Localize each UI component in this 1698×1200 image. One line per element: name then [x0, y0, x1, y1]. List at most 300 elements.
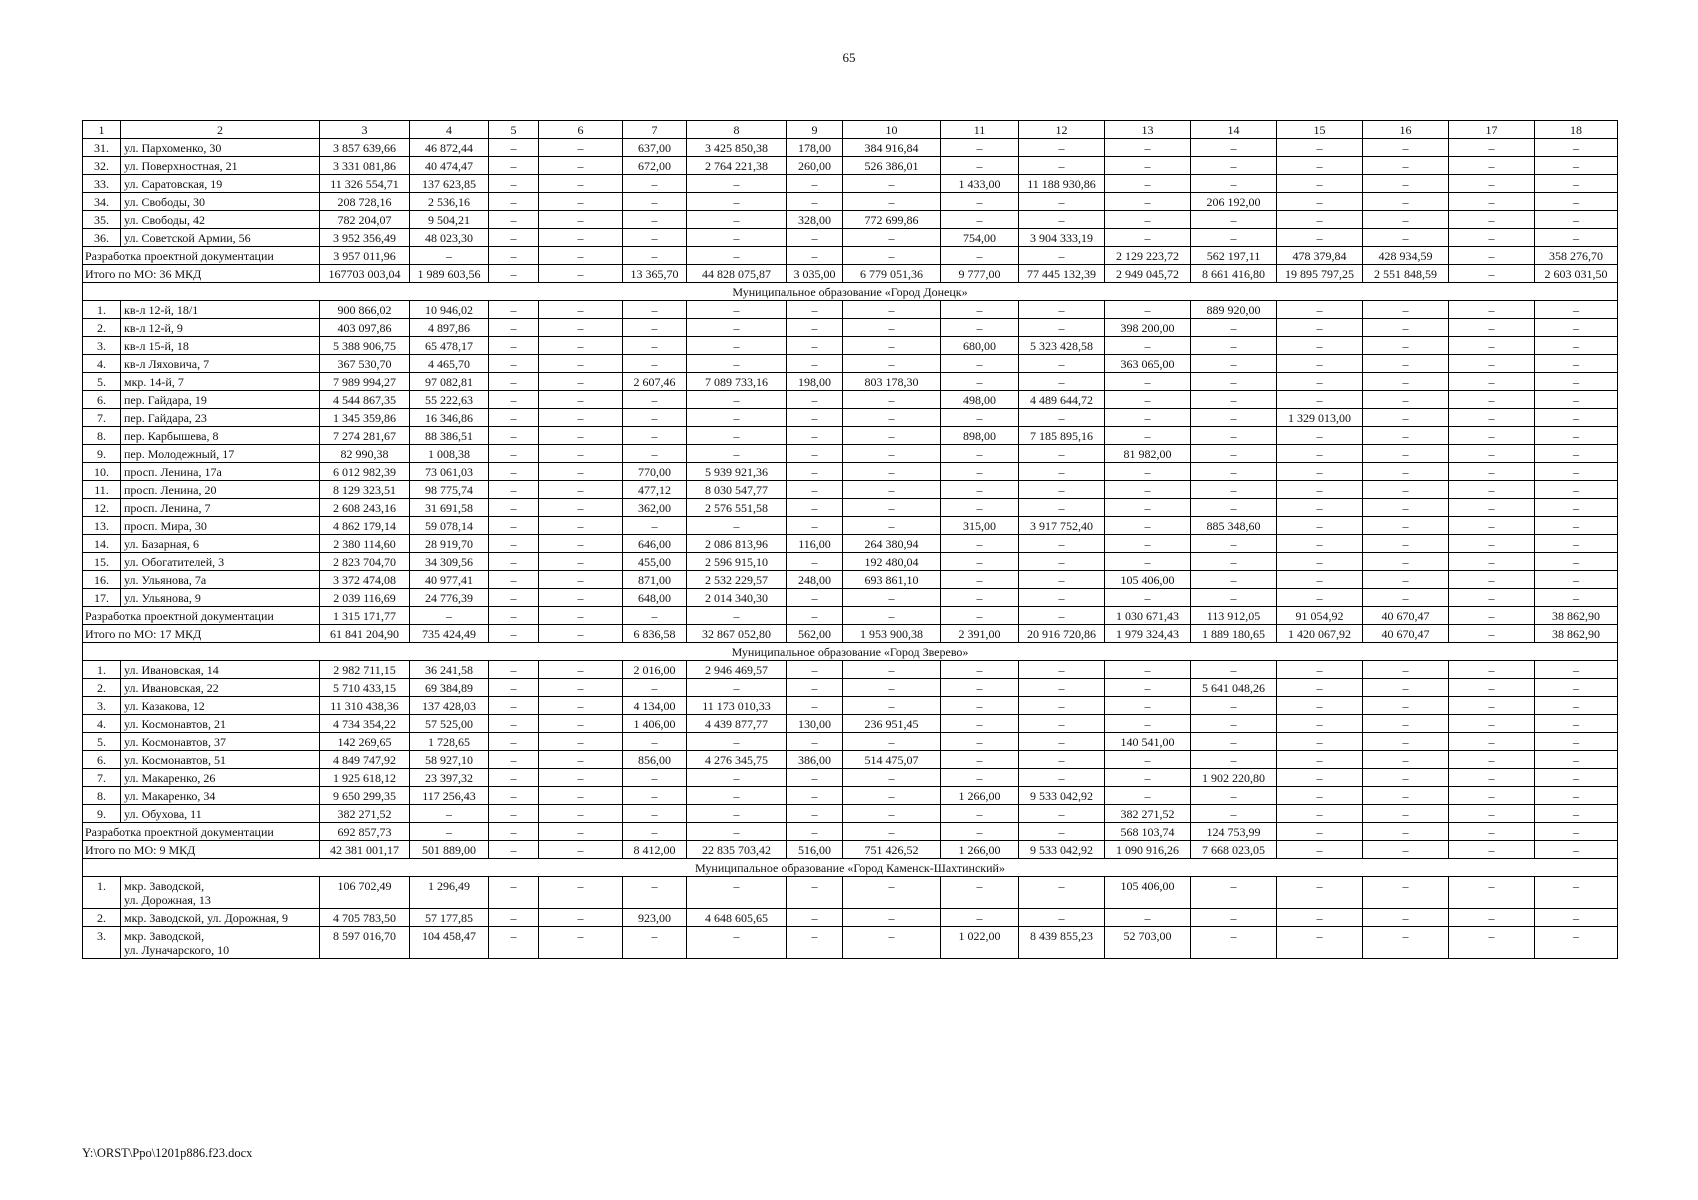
table-cell: – — [1535, 517, 1618, 535]
table-cell: – — [843, 301, 941, 319]
table-cell: 117 256,43 — [410, 787, 489, 805]
table-cell: – — [1105, 211, 1191, 229]
table-cell: – — [1277, 373, 1363, 391]
total-label: Разработка проектной документации — [83, 247, 320, 265]
table-cell: – — [1191, 751, 1277, 769]
table-cell: – — [1363, 301, 1449, 319]
table-row — [83, 175, 1618, 193]
table-cell: – — [1191, 139, 1277, 157]
address-cell — [121, 805, 320, 823]
table-cell: 46 872,44 — [410, 139, 489, 157]
column-header: 14 — [1191, 121, 1277, 139]
table-cell: – — [489, 337, 539, 355]
row-number: 6. — [83, 391, 121, 409]
table-cell: – — [843, 193, 941, 211]
table-cell: – — [539, 247, 623, 265]
budget-table — [82, 120, 1618, 959]
table-cell: – — [489, 927, 539, 959]
table-row — [83, 805, 1618, 823]
page-number: 65 — [842, 50, 856, 65]
table-cell: – — [1449, 373, 1535, 391]
table-cell: – — [1277, 211, 1363, 229]
address-cell — [121, 157, 320, 175]
table-cell: – — [1449, 715, 1535, 733]
address-cell — [121, 175, 320, 193]
table-cell: – — [489, 841, 539, 859]
table-cell: – — [1105, 679, 1191, 697]
table-cell: 4 705 783,50 — [320, 909, 410, 927]
table-cell: – — [623, 391, 687, 409]
table-cell: – — [623, 319, 687, 337]
table-cell: – — [623, 733, 687, 751]
table-cell: 105 406,00 — [1105, 571, 1191, 589]
table-cell: – — [1277, 589, 1363, 607]
table-cell: – — [843, 427, 941, 445]
table-cell: – — [1449, 697, 1535, 715]
table-cell: – — [1191, 571, 1277, 589]
table-cell: – — [1535, 337, 1618, 355]
table-cell: – — [1363, 715, 1449, 733]
table-cell: 42 381 001,17 — [320, 841, 410, 859]
table-cell: – — [1535, 571, 1618, 589]
table-cell: – — [539, 751, 623, 769]
table-cell: – — [941, 409, 1019, 427]
table-cell: – — [787, 823, 843, 841]
table-cell: – — [787, 927, 843, 959]
table-cell: – — [941, 157, 1019, 175]
table-cell: – — [1105, 463, 1191, 481]
table-cell: 1 345 359,86 — [320, 409, 410, 427]
table-cell: – — [1363, 553, 1449, 571]
table-cell: – — [623, 229, 687, 247]
table-cell: – — [1105, 589, 1191, 607]
table-cell: 2 607,46 — [623, 373, 687, 391]
table-cell: – — [1363, 229, 1449, 247]
table-cell: – — [687, 391, 787, 409]
address-cell — [121, 733, 320, 751]
column-header: 16 — [1363, 121, 1449, 139]
table-row — [83, 909, 1618, 927]
table-cell: 382 271,52 — [320, 805, 410, 823]
address-cell — [121, 211, 320, 229]
table-cell: – — [623, 211, 687, 229]
table-cell: – — [1535, 481, 1618, 499]
table-cell: 1 090 916,26 — [1105, 841, 1191, 859]
table-cell: 2 551 848,59 — [1363, 265, 1449, 283]
table-cell: – — [1191, 715, 1277, 733]
table-cell: – — [489, 517, 539, 535]
table-cell: 501 889,00 — [410, 841, 489, 859]
table-cell: – — [1535, 823, 1618, 841]
table-cell: – — [1363, 571, 1449, 589]
table-cell: – — [1277, 535, 1363, 553]
table-cell: – — [1105, 787, 1191, 805]
table-cell: – — [489, 355, 539, 373]
table-cell: 1 315 171,77 — [320, 607, 410, 625]
table-cell: – — [1191, 157, 1277, 175]
column-header: 15 — [1277, 121, 1363, 139]
table-cell: – — [843, 927, 941, 959]
row-number: 9. — [83, 805, 121, 823]
table-cell: – — [843, 589, 941, 607]
table-cell: 2 596 915,10 — [687, 553, 787, 571]
table-cell: – — [787, 499, 843, 517]
table-cell: – — [1363, 139, 1449, 157]
address-cell — [121, 679, 320, 697]
table-cell: – — [1191, 535, 1277, 553]
table-cell: – — [1191, 589, 1277, 607]
table-row — [83, 553, 1618, 571]
table-cell: – — [1019, 823, 1105, 841]
table-cell: – — [410, 805, 489, 823]
table-cell: – — [1105, 909, 1191, 927]
table-cell: – — [489, 607, 539, 625]
table-cell: – — [1019, 679, 1105, 697]
table-cell: – — [687, 679, 787, 697]
table-cell: 889 920,00 — [1191, 301, 1277, 319]
table-cell: – — [1191, 391, 1277, 409]
table-cell: – — [1277, 805, 1363, 823]
table-cell: 113 912,05 — [1191, 607, 1277, 625]
address-cell — [121, 697, 320, 715]
column-header: 17 — [1449, 121, 1535, 139]
address-line: ул. Пархоменко, 30 — [124, 141, 222, 155]
table-cell: 4 849 747,92 — [320, 751, 410, 769]
table-row — [83, 679, 1618, 697]
table-cell: – — [941, 499, 1019, 517]
table-cell: – — [1449, 571, 1535, 589]
table-cell: 11 188 930,86 — [1019, 175, 1105, 193]
table-cell: 7 274 281,67 — [320, 427, 410, 445]
table-cell: – — [1535, 157, 1618, 175]
table-cell: 8 412,00 — [623, 841, 687, 859]
table-cell: – — [1105, 661, 1191, 679]
table-cell: 1 433,00 — [941, 175, 1019, 193]
table-cell: 4 489 644,72 — [1019, 391, 1105, 409]
table-cell: 1 030 671,43 — [1105, 607, 1191, 625]
table-cell: 58 927,10 — [410, 751, 489, 769]
table-cell: – — [787, 517, 843, 535]
table-cell: – — [1019, 697, 1105, 715]
table-cell: – — [1449, 927, 1535, 959]
table-cell: – — [941, 877, 1019, 909]
address-line: мкр. Заводской, — [124, 879, 205, 893]
table-cell: – — [1277, 823, 1363, 841]
table-cell: 3 917 752,40 — [1019, 517, 1105, 535]
table-cell: – — [1449, 823, 1535, 841]
table-cell: – — [489, 877, 539, 909]
address-cell — [121, 481, 320, 499]
table-cell: 3 952 356,49 — [320, 229, 410, 247]
table-cell: 3 372 474,08 — [320, 571, 410, 589]
table-cell: – — [843, 661, 941, 679]
table-cell: – — [1535, 229, 1618, 247]
table-cell: 116,00 — [787, 535, 843, 553]
table-cell: 4 862 179,14 — [320, 517, 410, 535]
row-number: 34. — [83, 193, 121, 211]
table-row — [83, 481, 1618, 499]
table-cell: – — [843, 769, 941, 787]
table-row — [83, 571, 1618, 589]
table-cell: – — [623, 517, 687, 535]
table-cell: – — [623, 409, 687, 427]
table-cell: – — [1019, 751, 1105, 769]
footer-file-path: Y:\ORST\Ppo\1201p886.f23.docx — [82, 1146, 253, 1160]
table-cell: 167703 003,04 — [320, 265, 410, 283]
table-cell: – — [539, 355, 623, 373]
address-cell — [121, 571, 320, 589]
row-number: 3. — [83, 927, 121, 959]
table-cell: – — [941, 535, 1019, 553]
table-cell: – — [1191, 787, 1277, 805]
table-cell: – — [489, 751, 539, 769]
table-cell: – — [1277, 909, 1363, 927]
table-cell: – — [687, 229, 787, 247]
table-cell: – — [1105, 157, 1191, 175]
table-cell: 1 979 324,43 — [1105, 625, 1191, 643]
table-cell: – — [489, 733, 539, 751]
table-row — [83, 229, 1618, 247]
table-cell: – — [1535, 319, 1618, 337]
address-line: кв-л 15-й, 18 — [124, 339, 189, 353]
table-cell: – — [623, 927, 687, 959]
table-cell: – — [941, 909, 1019, 927]
table-cell: – — [1535, 391, 1618, 409]
table-cell: – — [787, 319, 843, 337]
table-cell: 1 266,00 — [941, 787, 1019, 805]
table-cell: – — [1535, 805, 1618, 823]
table-cell: 672,00 — [623, 157, 687, 175]
table-cell: – — [539, 625, 623, 643]
table-cell: 5 641 048,26 — [1191, 679, 1277, 697]
table-cell: 7 989 994,27 — [320, 373, 410, 391]
table-cell: 8 661 416,80 — [1191, 265, 1277, 283]
address-line: просп. Ленина, 17а — [124, 465, 222, 479]
table-cell: – — [1535, 589, 1618, 607]
table-cell: – — [1277, 139, 1363, 157]
address-line: пер. Гайдара, 23 — [124, 411, 207, 425]
column-header: 5 — [489, 121, 539, 139]
total-label: Итого по МО: 17 МКД — [83, 625, 320, 643]
table-cell: 98 775,74 — [410, 481, 489, 499]
table-cell: – — [787, 787, 843, 805]
table-cell: – — [1449, 301, 1535, 319]
table-cell: 236 951,45 — [843, 715, 941, 733]
table-cell: – — [941, 247, 1019, 265]
table-cell: – — [1019, 733, 1105, 751]
row-number: 17. — [83, 589, 121, 607]
table-cell: 1 420 067,92 — [1277, 625, 1363, 643]
table-cell: – — [623, 877, 687, 909]
table-cell: – — [843, 733, 941, 751]
table-cell: – — [489, 769, 539, 787]
table-cell: – — [1363, 517, 1449, 535]
address-line: пер. Карбышева, 8 — [124, 429, 219, 443]
table-cell: – — [1277, 445, 1363, 463]
row-number: 16. — [83, 571, 121, 589]
row-number: 2. — [83, 909, 121, 927]
table-cell: 8 129 323,51 — [320, 481, 410, 499]
table-body — [83, 121, 1618, 959]
table-cell: – — [539, 337, 623, 355]
row-number: 7. — [83, 769, 121, 787]
address-cell — [121, 355, 320, 373]
column-header: 10 — [843, 121, 941, 139]
row-number: 8. — [83, 427, 121, 445]
table-cell: 358 276,70 — [1535, 247, 1618, 265]
table-cell: – — [787, 193, 843, 211]
table-cell: – — [941, 301, 1019, 319]
table-cell: – — [1105, 517, 1191, 535]
table-cell: 803 178,30 — [843, 373, 941, 391]
table-cell: – — [1105, 535, 1191, 553]
address-line: просп. Мира, 30 — [124, 519, 207, 533]
table-cell: – — [941, 589, 1019, 607]
table-cell: – — [1535, 787, 1618, 805]
table-cell: 2 129 223,72 — [1105, 247, 1191, 265]
table-cell: – — [1019, 355, 1105, 373]
address-line: ул. Саратовская, 19 — [124, 177, 223, 191]
table-cell: – — [539, 823, 623, 841]
row-number: 1. — [83, 877, 121, 909]
address-cell — [121, 391, 320, 409]
table-cell: – — [1105, 697, 1191, 715]
table-cell: – — [1363, 211, 1449, 229]
table-cell: – — [687, 877, 787, 909]
table-cell: – — [843, 247, 941, 265]
table-cell: – — [539, 805, 623, 823]
address-cell — [121, 445, 320, 463]
total-label: Итого по МО: 36 МКД — [83, 265, 320, 283]
table-cell: – — [941, 553, 1019, 571]
table-cell: – — [539, 553, 623, 571]
table-cell: – — [623, 355, 687, 373]
table-cell: 59 078,14 — [410, 517, 489, 535]
address-line: пер. Молодежный, 17 — [124, 447, 235, 461]
table-cell: – — [1449, 445, 1535, 463]
table-cell: – — [489, 265, 539, 283]
address-cell — [121, 589, 320, 607]
table-cell: 106 702,49 — [320, 877, 410, 909]
table-cell: – — [843, 499, 941, 517]
table-cell: – — [1449, 733, 1535, 751]
table-cell: – — [489, 661, 539, 679]
table-row — [83, 769, 1618, 787]
table-cell: – — [539, 373, 623, 391]
table-cell: 48 023,30 — [410, 229, 489, 247]
table-cell: – — [489, 175, 539, 193]
column-header: 6 — [539, 121, 623, 139]
address-line: ул. Космонавтов, 51 — [124, 753, 226, 767]
table-cell: – — [1449, 589, 1535, 607]
table-cell: 2 949 045,72 — [1105, 265, 1191, 283]
table-cell: 4 439 877,77 — [687, 715, 787, 733]
table-cell: 3 035,00 — [787, 265, 843, 283]
table-cell: 2 603 031,50 — [1535, 265, 1618, 283]
table-cell: 5 323 428,58 — [1019, 337, 1105, 355]
table-cell: – — [787, 247, 843, 265]
table-cell: 4 734 354,22 — [320, 715, 410, 733]
table-cell: 248,00 — [787, 571, 843, 589]
table-cell: – — [489, 571, 539, 589]
table-cell: – — [1363, 409, 1449, 427]
table-cell: – — [489, 679, 539, 697]
table-cell: 4 465,70 — [410, 355, 489, 373]
table-cell: – — [539, 679, 623, 697]
table-cell: – — [687, 337, 787, 355]
table-cell: – — [623, 193, 687, 211]
table-cell: 61 841 204,90 — [320, 625, 410, 643]
table-cell: – — [1535, 301, 1618, 319]
table-cell: – — [1105, 229, 1191, 247]
table-cell: – — [1019, 909, 1105, 927]
table-cell: – — [1277, 337, 1363, 355]
row-number: 12. — [83, 499, 121, 517]
table-cell: – — [843, 319, 941, 337]
table-cell: – — [687, 823, 787, 841]
column-header: 2 — [121, 121, 320, 139]
table-cell: 478 379,84 — [1277, 247, 1363, 265]
row-number: 11. — [83, 481, 121, 499]
address-line: ул. Ивановская, 14 — [124, 663, 219, 677]
table-cell: – — [1105, 499, 1191, 517]
address-line: пер. Гайдара, 19 — [124, 393, 207, 407]
total-label: Разработка проектной документации — [83, 607, 320, 625]
table-cell: – — [623, 445, 687, 463]
table-cell: – — [410, 247, 489, 265]
table-cell: – — [1277, 787, 1363, 805]
table-cell: – — [1363, 787, 1449, 805]
table-cell: – — [1363, 337, 1449, 355]
row-number: 5. — [83, 733, 121, 751]
row-number: 4. — [83, 355, 121, 373]
table-cell: – — [1277, 481, 1363, 499]
section-title: Муниципальное образование «Город Донецк» — [83, 283, 1618, 301]
table-cell: 88 386,51 — [410, 427, 489, 445]
table-cell: 3 957 011,96 — [320, 247, 410, 265]
table-cell: – — [1019, 877, 1105, 909]
table-cell: 2 016,00 — [623, 661, 687, 679]
table-row — [83, 733, 1618, 751]
table-cell: – — [1449, 409, 1535, 427]
table-cell: – — [843, 909, 941, 927]
table-cell: 32 867 052,80 — [687, 625, 787, 643]
table-cell: 34 309,56 — [410, 553, 489, 571]
table-cell: – — [1449, 427, 1535, 445]
table-cell: – — [941, 139, 1019, 157]
section-header-row — [83, 859, 1618, 877]
table-cell: – — [687, 193, 787, 211]
table-cell: 69 384,89 — [410, 679, 489, 697]
table-row — [83, 661, 1618, 679]
table-row — [83, 301, 1618, 319]
table-cell: 178,00 — [787, 139, 843, 157]
table-cell: – — [1105, 175, 1191, 193]
table-cell: – — [539, 877, 623, 909]
table-cell: – — [1449, 535, 1535, 553]
table-cell: 23 397,32 — [410, 769, 489, 787]
table-cell: – — [1191, 373, 1277, 391]
table-cell: – — [1449, 175, 1535, 193]
table-cell: 4 276 345,75 — [687, 751, 787, 769]
table-cell: 562,00 — [787, 625, 843, 643]
table-cell: 2 764 221,38 — [687, 157, 787, 175]
table-cell: – — [1363, 697, 1449, 715]
address-line: мкр. 14-й, 7 — [124, 375, 184, 389]
table-cell: – — [787, 733, 843, 751]
table-cell: 498,00 — [941, 391, 1019, 409]
table-cell: 477,12 — [623, 481, 687, 499]
